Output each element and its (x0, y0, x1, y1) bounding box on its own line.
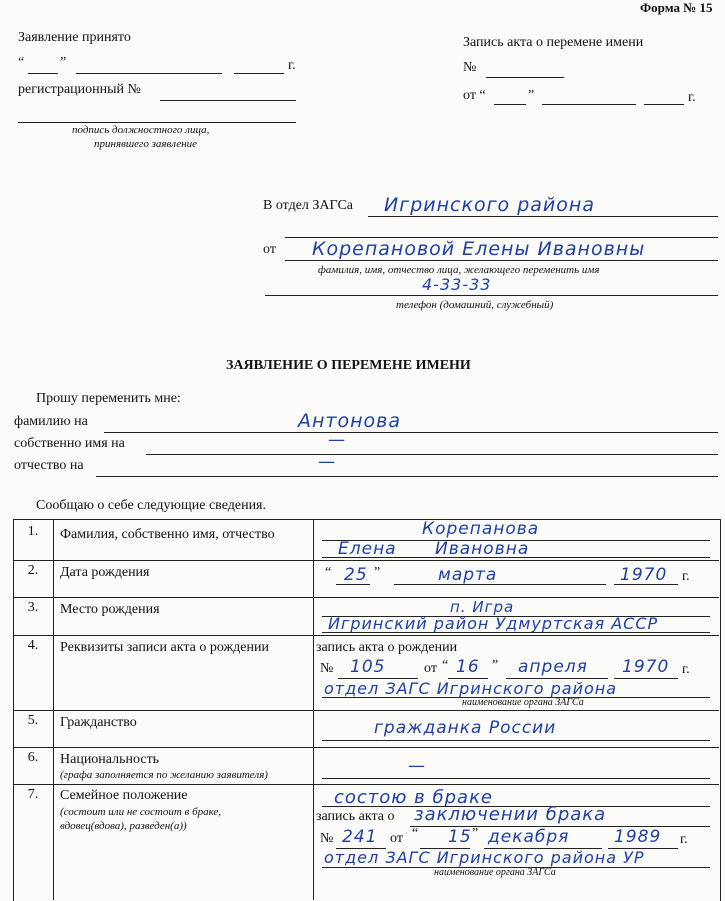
row-6-sub: (графа заполняется по желанию заявителя) (60, 769, 268, 781)
reg-number-label: регистрационный № (18, 82, 141, 97)
name-line (146, 454, 718, 455)
table-row-divider (13, 597, 719, 598)
phone-value: 4-33-33 (422, 275, 492, 294)
row-5-value: гражданка России (374, 718, 557, 738)
patronymic-line (96, 476, 718, 477)
row-4-year: 1970 (622, 657, 670, 677)
surname-line (104, 432, 718, 433)
table-row-divider (13, 710, 719, 711)
record-number-line (486, 77, 564, 78)
office-value: Игринского района (384, 194, 595, 216)
row-4-q1: “ (442, 658, 449, 673)
accepted-title: Заявление принято (18, 30, 131, 45)
accepted-year-suffix: г. (288, 58, 296, 73)
request-intro: Прошу переменить мне: (36, 391, 181, 406)
row-1-value-1: Корепанова (422, 519, 540, 539)
accepted-day-line (28, 73, 58, 74)
row-4-from: от (424, 661, 437, 676)
surname-value: Антонова (298, 410, 401, 432)
row-4-no: 105 (350, 657, 386, 677)
row-7-q2: ” (472, 826, 479, 841)
form-number: Форма № 15 (640, 0, 713, 15)
row-7-printed: запись акта о (316, 809, 395, 824)
row-4-caption: наименование органа ЗАГСа (462, 697, 584, 708)
row-5-num: 5. (27, 713, 39, 728)
row-4-g: г. (682, 662, 690, 677)
phone-caption: телефон (домашний, служебный) (396, 299, 554, 311)
row-7-q1: “ (412, 826, 419, 841)
row-7-no: 241 (342, 827, 378, 847)
record-number-label: № (463, 60, 477, 75)
row-2-label: Дата рождения (60, 565, 150, 580)
accepted-month-line (76, 73, 222, 74)
phone-line (265, 295, 718, 296)
row-7-caption: наименование органа ЗАГСа (434, 867, 556, 878)
table-row-divider (13, 784, 719, 785)
record-year-line (644, 104, 684, 105)
name-label: собственно имя на (14, 436, 125, 451)
row-5-label: Гражданство (60, 715, 137, 730)
row-7-year: 1989 (614, 827, 662, 847)
row-2-g: г. (682, 569, 690, 584)
row-3-num: 3. (27, 600, 39, 615)
row-2-month: марта (438, 565, 498, 585)
row-4-month: апреля (518, 657, 588, 677)
row-7-sub-1: (состоит или не состоит в браке, (60, 806, 222, 818)
accepted-date-open: “ (18, 55, 25, 70)
from-value: Корепановой Елены Ивановны (312, 238, 646, 260)
record-day-line (494, 104, 526, 105)
signature-line (18, 122, 296, 123)
row-4-office: отдел ЗАГС Игринского района (324, 679, 618, 698)
row-7-num: 7. (27, 787, 39, 802)
patronymic-label: отчество на (14, 458, 84, 473)
row-1-value-2: Елена Ивановна (338, 539, 530, 559)
info-intro: Сообщаю о себе следующие сведения. (36, 498, 266, 513)
table-row-divider (13, 560, 719, 561)
row-4-printed: запись акта о рождении (316, 640, 458, 655)
row-4-no-label: № (320, 661, 334, 676)
office-label: В отдел ЗАГСа (263, 198, 353, 213)
record-from-close: ” (528, 88, 535, 103)
row-1-num: 1. (27, 524, 39, 539)
signature-caption-1: подпись должностного лица, (72, 124, 210, 136)
row-7-sub-2: вдовец(вдова), разведен(а)) (60, 820, 187, 832)
accepted-date-close: ” (60, 55, 67, 70)
row-4-num: 4. (27, 638, 39, 653)
accepted-year-line (234, 73, 284, 74)
name-value: — (328, 430, 346, 450)
row-6-label: Национальность (60, 752, 160, 767)
row-2-month-line (394, 584, 606, 585)
row-5-line (322, 740, 710, 741)
row-6-line (322, 778, 710, 779)
row-7-label: Семейное положение (60, 788, 188, 803)
signature-caption-2: принявшего заявление (94, 138, 198, 150)
row-4-label: Реквизиты записи акта о рождении (60, 640, 269, 655)
record-year-suffix: г. (688, 90, 696, 105)
from-caption: фамилия, имя, отчество лица, желающего переменить имя (318, 264, 600, 276)
row-1-label: Фамилия, собственно имя, отчество (60, 527, 275, 542)
row-6-num: 6. (27, 750, 39, 765)
row-2-year: 1970 (620, 565, 668, 585)
row-3-value-1: п. Игра (450, 598, 515, 616)
office-line (368, 216, 718, 217)
row-7-day: 15 (448, 827, 472, 847)
page-title: ЗАЯВЛЕНИЕ О ПЕРЕМЕНЕ ИМЕНИ (226, 358, 471, 373)
from-line (285, 260, 718, 261)
row-2-q2: ” (374, 565, 381, 580)
row-3-line-2 (322, 632, 710, 633)
row-4-year-line (614, 678, 678, 679)
row-3-value-2: Игринский район Удмуртская АССР (328, 614, 659, 633)
row-7-month: декабря (488, 827, 570, 847)
record-month-line (542, 104, 636, 105)
row-6-value: — (408, 756, 426, 776)
record-title: Запись акта о перемене имени (463, 35, 644, 50)
row-7-value-2: заключении брака (414, 804, 607, 825)
reg-number-line (160, 100, 296, 101)
patronymic-value: — (318, 452, 336, 472)
from-label: от (263, 242, 276, 257)
row-4-q2: ” (492, 658, 499, 673)
row-1-line-2 (322, 557, 710, 558)
row-2-day-line (336, 584, 370, 585)
table-row-divider (13, 747, 719, 748)
row-7-office: отдел ЗАГС Игринского района УР (324, 848, 645, 867)
row-2-year-line (614, 584, 678, 585)
row-2-num: 2. (27, 563, 39, 578)
row-2-day: 25 (344, 565, 368, 585)
row-2-q1: “ (325, 565, 332, 580)
row-4-day: 16 (456, 657, 480, 677)
record-from-label: от “ (463, 88, 486, 103)
row-3-label: Место рождения (60, 602, 160, 617)
row-7-no-label: № (320, 831, 334, 846)
surname-label: фамилию на (14, 414, 88, 429)
row-7-g: г. (680, 832, 688, 847)
row-7-from: от (390, 831, 403, 846)
table-row-divider (13, 635, 719, 636)
row-7-value-1: состою в браке (334, 787, 494, 808)
